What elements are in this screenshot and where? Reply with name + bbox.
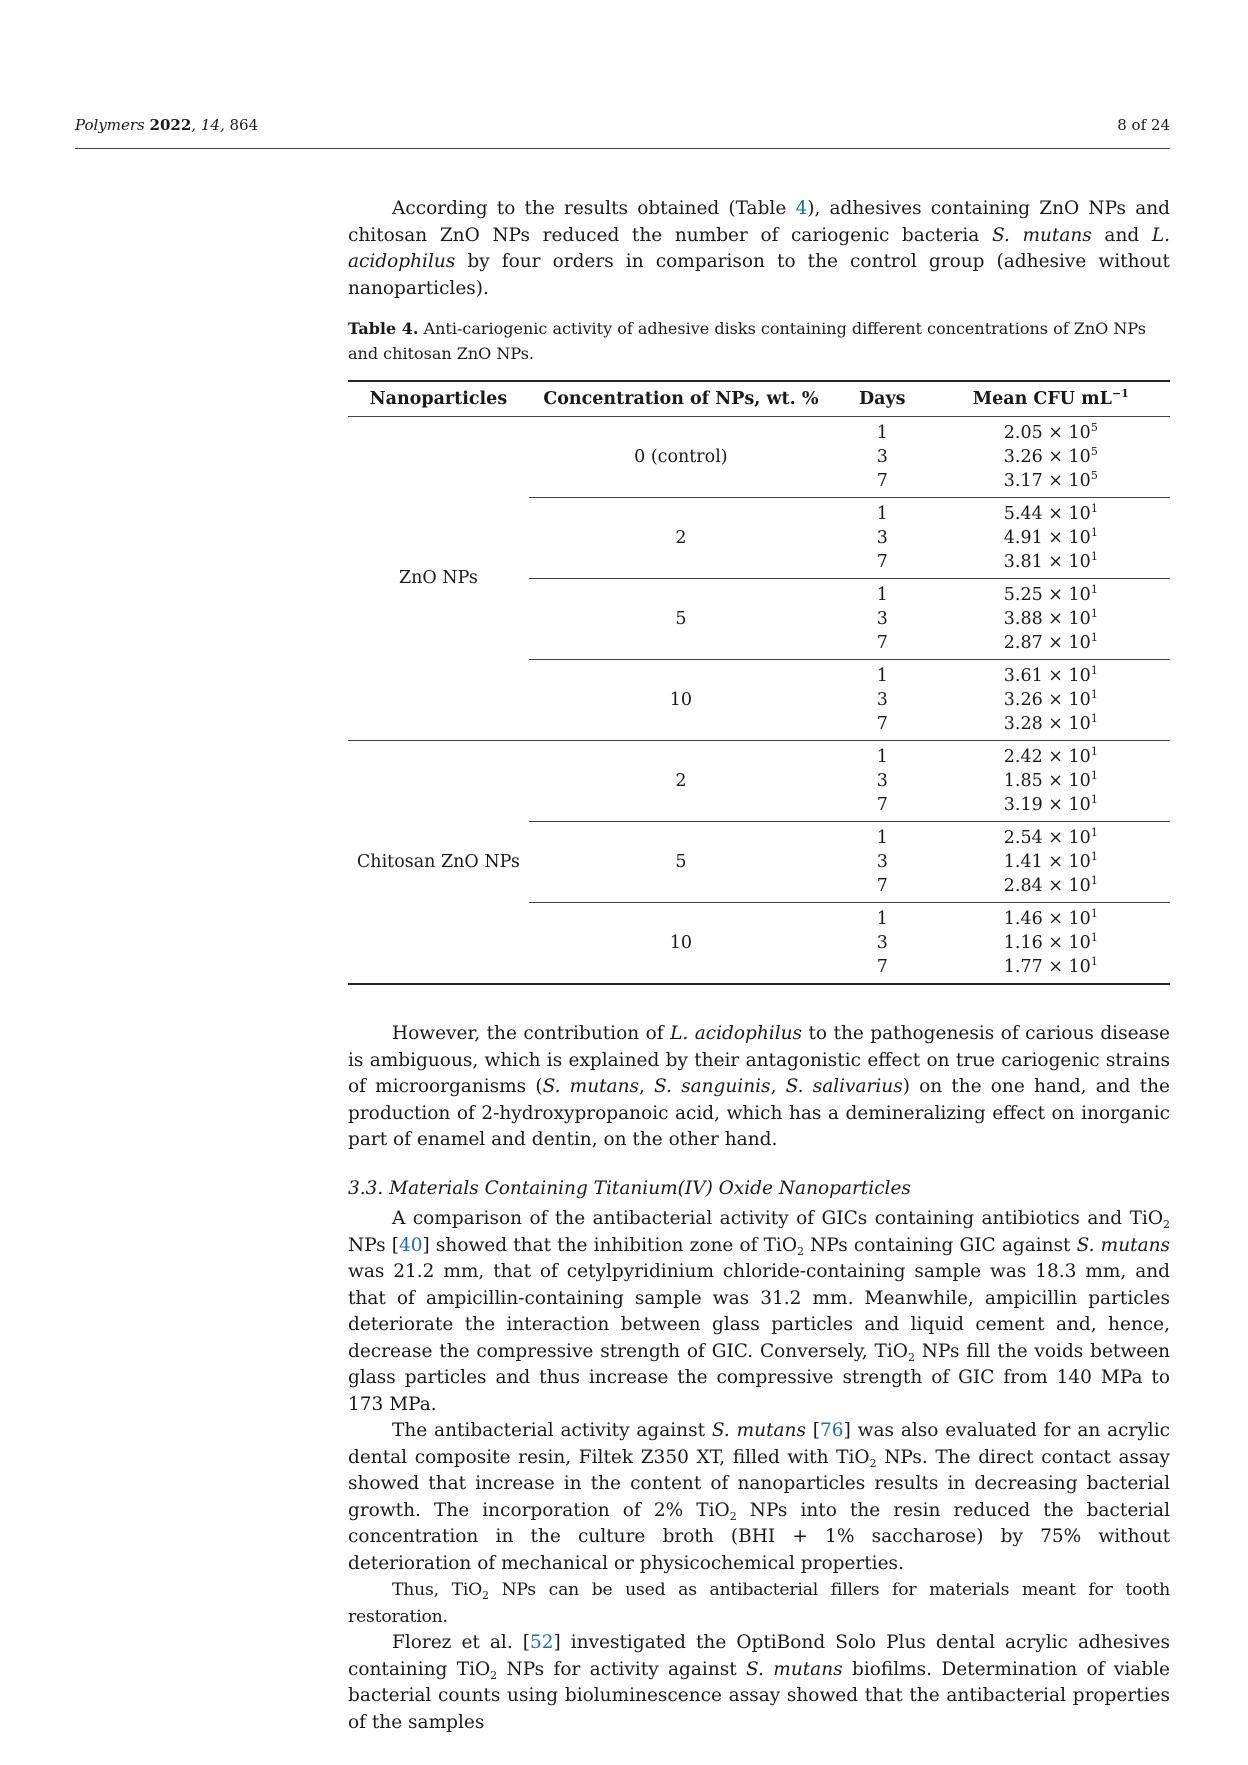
- text: ,: [770, 1076, 786, 1097]
- table-body: [348, 417, 1170, 985]
- col-concentration: Concentration of NPs, wt. %: [529, 381, 833, 417]
- text: ,: [638, 1076, 655, 1097]
- citation-link[interactable]: 76: [820, 1420, 844, 1441]
- concentration-value: 2: [675, 771, 687, 791]
- cfu-cell: [932, 822, 1170, 903]
- species-name: S. mutans: [542, 1076, 639, 1097]
- nanoparticle-cell: ZnO NPs: [398, 568, 478, 589]
- col-days: Days: [833, 381, 932, 417]
- concentration-cell: [529, 741, 833, 822]
- species-name: L. acidophilus: [670, 1023, 803, 1044]
- cfu-value: $5.44 \times 10^1$: [1003, 502, 1098, 524]
- text: −1: [1111, 386, 1129, 400]
- concentration-value: 10: [669, 690, 693, 710]
- table-caption: [348, 316, 1170, 366]
- day-value: 7: [876, 471, 888, 491]
- cfu-value: $3.26 \times 10^1$: [1003, 688, 1098, 710]
- cfu-value: $1.41 \times 10^1$: [1003, 850, 1098, 872]
- text: NPs for activity against: [497, 1658, 747, 1680]
- main-content: [348, 196, 1170, 1736]
- day-value: 3: [876, 933, 888, 953]
- species-name: S. mutans: [746, 1658, 843, 1680]
- text: However, the contribution of: [392, 1023, 671, 1044]
- cfu-value: $3.81 \times 10^1$: [1003, 550, 1098, 572]
- days-cell: [833, 579, 932, 660]
- section-heading: 3.3. Materials Containing Titanium(IV) Oxide Nanoparticles: [348, 1177, 911, 1199]
- paragraph-5: [348, 1577, 1170, 1630]
- citation-link[interactable]: 52: [529, 1632, 554, 1653]
- cfu-cell: [932, 579, 1170, 660]
- paragraph-1: [348, 196, 1170, 302]
- text: 2: [490, 1668, 498, 1682]
- concentration-cell: [529, 660, 833, 741]
- text: by four orders in comparison to the control group (adhesive without nanoparticles).: [348, 251, 1170, 299]
- table-row: [348, 741, 1170, 822]
- cfu-value: $3.88 \times 10^1$: [1003, 607, 1098, 629]
- cfu-value: $1.77 \times 10^1$: [1003, 955, 1098, 977]
- cfu-value: $3.26 \times 10^5$: [1003, 445, 1098, 467]
- day-value: 1: [876, 747, 888, 767]
- cfu-cell: [932, 660, 1170, 741]
- concentration-value: 10: [669, 933, 693, 953]
- paragraph-6: [348, 1630, 1170, 1736]
- text: ), adhesives containing ZnO NPs and chitosan ZnO NPs reduced the number of cariogenic bacteria: [348, 198, 1170, 246]
- citation-link[interactable]: 40: [399, 1234, 423, 1256]
- day-value: 1: [876, 423, 888, 443]
- text: A comparison of the antibacterial activity of GICs containing antibiotics and TiO: [392, 1208, 1163, 1229]
- cfu-value: $1.16 \times 10^1$: [1003, 931, 1098, 953]
- cfu-cell: [932, 417, 1170, 498]
- text: ] investigated the OptiBond Solo Plus dental acrylic adhesives containing TiO: [348, 1632, 1170, 1680]
- cfu-value: $1.85 \times 10^1$: [1003, 769, 1098, 791]
- days-cell: [833, 498, 932, 579]
- day-value: 7: [876, 876, 888, 896]
- cfu-value: $2.84 \times 10^1$: [1003, 874, 1098, 896]
- day-value: 1: [876, 828, 888, 848]
- species-name: L. acidophilus: [348, 224, 1170, 272]
- species-name: S. mutans: [711, 1420, 806, 1441]
- day-value: 7: [876, 714, 888, 734]
- concentration-value: 5: [675, 852, 687, 872]
- paragraph-4: [348, 1418, 1170, 1577]
- cfu-value: $1.46 \times 10^1$: [1003, 907, 1098, 929]
- concentration-cell: [529, 417, 833, 498]
- day-value: 1: [876, 666, 888, 686]
- text: NPs can be used as antibacterial fillers for materials meant for tooth restoration.: [348, 1580, 1170, 1627]
- cfu-cell: [932, 498, 1170, 579]
- text: [: [805, 1420, 821, 1441]
- text: 2: [907, 1350, 915, 1364]
- text: 2: [482, 1589, 489, 1602]
- days-cell: [833, 903, 932, 985]
- day-value: 1: [876, 504, 888, 524]
- text: The antibacterial activity against: [392, 1420, 712, 1441]
- day-value: 3: [876, 852, 888, 872]
- day-value: 3: [876, 690, 888, 710]
- caption-label: Table 4.: [348, 319, 419, 338]
- days-cell: [833, 822, 932, 903]
- cfu-value: $5.25 \times 10^1$: [1003, 583, 1098, 605]
- days-cell: [833, 741, 932, 822]
- cfu-cell: [932, 903, 1170, 985]
- cfu-value: $3.17 \times 10^5$: [1003, 469, 1098, 491]
- caption-text: Anti-cariogenic activity of adhesive disks containing different concentrations of ZnO NPs and chitosan ZnO NPs.: [348, 319, 1146, 363]
- page-number: 8 of 24: [1117, 116, 1170, 134]
- cfu-value: $3.28 \times 10^1$: [1003, 712, 1098, 734]
- table-header-row: [348, 381, 1170, 417]
- text: 2: [729, 1509, 737, 1523]
- day-value: 3: [876, 609, 888, 629]
- day-value: 7: [876, 957, 888, 977]
- cfu-value: $2.05 \times 10^5$: [1003, 421, 1098, 443]
- text: NPs containing GIC against: [804, 1234, 1077, 1256]
- cfu-value: $4.91 \times 10^1$: [1003, 526, 1098, 548]
- cfu-value: $3.61 \times 10^1$: [1003, 664, 1098, 686]
- day-value: 1: [876, 909, 888, 929]
- text: Thus, TiO: [392, 1580, 483, 1600]
- text: NPs [: [348, 1234, 399, 1256]
- journal-year: 2022: [149, 116, 192, 134]
- cfu-cell: [932, 741, 1170, 822]
- concentration-value: 0 (control): [634, 447, 728, 467]
- cfu-value: $3.19 \times 10^1$: [1003, 793, 1098, 815]
- text: to the pathogenesis of carious disease is ambiguous, which is explained by their antagonistic effect on true cariogenic strains of microorganisms (: [348, 1023, 1170, 1097]
- days-cell: [833, 417, 932, 498]
- cfu-value: $2.54 \times 10^1$: [1003, 826, 1098, 848]
- text: 2: [1163, 1218, 1170, 1231]
- text: Mean CFU mL: [972, 388, 1112, 409]
- page-header: [75, 116, 1170, 149]
- text: ] showed that the inhibition zone of TiO: [422, 1234, 798, 1256]
- text: 2: [797, 1244, 805, 1258]
- species-name: S. salivarius: [785, 1076, 903, 1097]
- species-name: S. sanguinis: [654, 1076, 771, 1097]
- concentration-cell: [529, 579, 833, 660]
- day-value: 1: [876, 585, 888, 605]
- day-value: 3: [876, 771, 888, 791]
- text: NPs fill the voids between glass particles and thus increase the compressive strength of GIC from 140 MPa to 173 MPa.: [348, 1340, 1170, 1415]
- text: ] was also evaluated for an acrylic dental composite resin, Filtek Z350 XT, filled with TiO: [348, 1420, 1170, 1468]
- col-nanoparticles: Nanoparticles: [348, 381, 529, 417]
- article-number: 864: [229, 116, 259, 134]
- concentration-cell: [529, 822, 833, 903]
- text: was 21.2 mm, that of cetylpyridinium chloride-containing sample was 18.3 mm, and that of ampicillin-containing sample was 31.2 mm. Meanwhile, ampicillin particles deteriorate the interaction between glass particles and liquid cement and, hence, decrease the compressive strength of GIC. Conversely, TiO: [348, 1261, 1170, 1362]
- journal-name: Polymers: [75, 116, 145, 134]
- cfu-value: $2.42 \times 10^1$: [1003, 745, 1098, 767]
- table-row: [348, 417, 1170, 498]
- table-link[interactable]: 4: [795, 198, 808, 219]
- journal-volume: 14: [200, 116, 220, 134]
- species-name: S. mutans: [991, 224, 1092, 246]
- days-cell: [833, 660, 932, 741]
- day-value: 3: [876, 447, 888, 467]
- day-value: 3: [876, 528, 888, 548]
- day-value: 7: [876, 552, 888, 572]
- concentration-cell: [529, 498, 833, 579]
- text: According to the results obtained (Table: [392, 198, 796, 219]
- cfu-value: $2.87 \times 10^1$: [1003, 631, 1098, 653]
- text: ) on the one hand, and the production of 2-hydroxypropanoic acid, which has a demineralizing effect on inorganic part of enamel and dentin, on the other hand.: [348, 1076, 1170, 1150]
- text: 2: [869, 1456, 877, 1470]
- species-name: S. mutans: [1076, 1234, 1171, 1256]
- concentration-cell: [529, 903, 833, 985]
- concentration-value: 5: [675, 609, 687, 629]
- text: Florez et al. [: [392, 1632, 530, 1653]
- nanoparticle-cell: Chitosan ZnO NPs: [348, 741, 529, 985]
- paragraph-3: [348, 1206, 1170, 1418]
- journal-citation: Polymers 2022, 14, 864: [75, 116, 259, 134]
- text: NPs into the resin reduced the bacterial concentration in the culture broth (BHI + 1% saccharose) by 75% without deterioration of mechanical or physicochemical properties.: [348, 1499, 1171, 1574]
- day-value: 7: [876, 633, 888, 653]
- text: and: [1091, 224, 1152, 246]
- day-value: 7: [876, 795, 888, 815]
- col-cfu: [932, 381, 1170, 417]
- text: NPs. The direct contact assay showed that increase in the content of nanoparticles results in decreasing bacterial growth. The incorporation of 2% TiO: [348, 1446, 1171, 1521]
- text: biofilms. Determination of viable bacterial counts using bioluminescence assay showed that the antibacterial properties of the samples: [348, 1658, 1171, 1733]
- concentration-value: 2: [675, 528, 687, 548]
- results-table: [348, 380, 1170, 985]
- paragraph-2: [348, 1021, 1170, 1154]
